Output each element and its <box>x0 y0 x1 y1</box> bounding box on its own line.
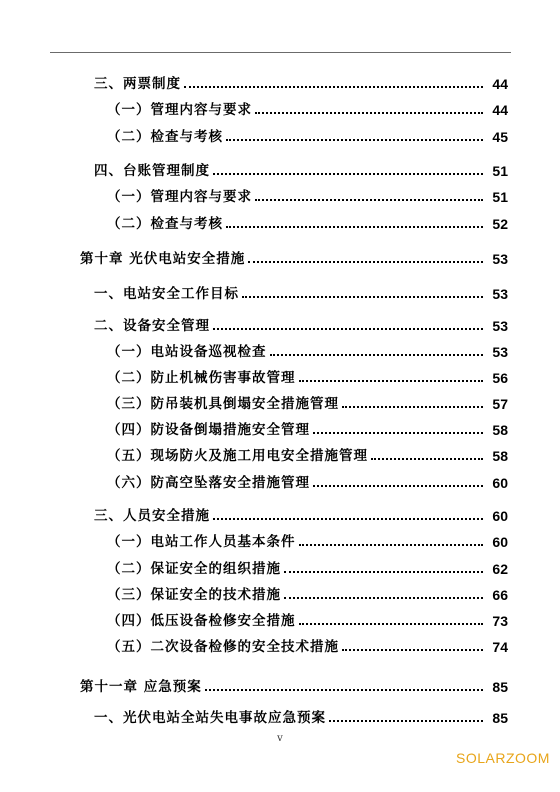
toc-leader <box>299 544 484 546</box>
watermark-logo: SOLARZOOM <box>456 750 550 766</box>
toc-leader <box>255 112 483 114</box>
toc-entry[interactable] <box>0 581 560 603</box>
toc-entry-page: 85 <box>492 679 508 695</box>
toc-entry[interactable] <box>0 210 560 232</box>
toc-entry-page: 53 <box>492 344 508 360</box>
toc-leader <box>226 226 483 228</box>
toc-entry-page: 73 <box>492 613 508 629</box>
header-rule <box>50 52 511 53</box>
toc-leader <box>213 328 483 330</box>
toc-leader <box>313 432 483 434</box>
toc-entry-page: 58 <box>492 422 508 438</box>
toc-entry-title: 第十一章 应急预案 <box>80 679 202 695</box>
toc-entry-title: （六）防高空坠落安全措施管理 <box>107 475 310 491</box>
toc-entry-title: （二）检查与考核 <box>107 216 223 232</box>
toc-leader <box>313 485 483 487</box>
toc-entry[interactable] <box>0 633 560 655</box>
toc-entry-title: （五）现场防火及施工用电安全措施管理 <box>107 448 368 464</box>
toc-entry-title: 三、人员安全措施 <box>94 508 210 524</box>
toc-entry[interactable] <box>0 555 560 577</box>
toc-leader <box>205 689 483 691</box>
toc-entry-page: 60 <box>492 475 508 491</box>
toc-entry[interactable] <box>0 416 560 438</box>
toc-leader <box>270 354 484 356</box>
toc-entry[interactable] <box>0 673 560 695</box>
toc-leader <box>342 406 483 408</box>
toc-entry[interactable] <box>0 280 560 302</box>
toc-leader <box>184 86 483 88</box>
toc-leader <box>371 458 483 460</box>
toc-entry-page: 74 <box>492 639 508 655</box>
toc-entry-page: 58 <box>492 448 508 464</box>
toc-entry-title: （一）电站工作人员基本条件 <box>107 534 296 550</box>
toc-entry-title: 二、设备安全管理 <box>94 318 210 334</box>
toc-entry-title: （二）检查与考核 <box>107 129 223 145</box>
toc-entry[interactable] <box>0 312 560 334</box>
toc-leader <box>226 139 483 141</box>
toc-entry-page: 60 <box>492 508 508 524</box>
toc-entry[interactable] <box>0 364 560 386</box>
toc-leader <box>284 597 483 599</box>
toc-entry-title: 三、两票制度 <box>94 76 181 92</box>
toc-entry[interactable] <box>0 245 560 267</box>
toc-leader <box>213 173 483 175</box>
toc-entry[interactable] <box>0 70 560 92</box>
toc-entry[interactable] <box>0 469 560 491</box>
toc-entry-title: （一）管理内容与要求 <box>107 102 252 118</box>
toc-entry-page: 57 <box>492 396 508 412</box>
toc-entry-title: 一、光伏电站全站失电事故应急预案 <box>94 710 326 726</box>
toc-entry-title: 四、台账管理制度 <box>94 163 210 179</box>
toc-entry-page: 53 <box>492 286 508 302</box>
toc-entry-page: 56 <box>492 370 508 386</box>
toc-entry-title: （二）防止机械伤害事故管理 <box>107 370 296 386</box>
toc-entry-page: 85 <box>492 710 508 726</box>
toc-entry-page: 51 <box>492 189 508 205</box>
toc-leader <box>284 571 483 573</box>
toc-entry-title: （四）防设备倒塌措施安全管理 <box>107 422 310 438</box>
toc-entry-page: 53 <box>492 318 508 334</box>
toc-leader <box>329 720 483 722</box>
toc-entry-title: （一）电站设备巡视检查 <box>107 344 267 360</box>
toc-entry[interactable] <box>0 96 560 118</box>
toc-entry-page: 52 <box>492 216 508 232</box>
toc-entry[interactable] <box>0 502 560 524</box>
toc-entry-title: （五）二次设备检修的安全技术措施 <box>107 639 339 655</box>
toc-entry[interactable] <box>0 338 560 360</box>
toc-entry-title: （三）防吊装机具倒塌安全措施管理 <box>107 396 339 412</box>
toc-entry-page: 45 <box>492 129 508 145</box>
toc-entry[interactable] <box>0 607 560 629</box>
toc-entry-title: 一、电站安全工作目标 <box>94 286 239 302</box>
toc-leader <box>299 380 484 382</box>
toc-entry[interactable] <box>0 123 560 145</box>
toc-leader <box>213 518 483 520</box>
toc-leader <box>255 199 483 201</box>
toc-leader <box>299 623 484 625</box>
toc-leader <box>242 296 483 298</box>
toc-entry[interactable] <box>0 442 560 464</box>
toc-entry-page: 51 <box>492 163 508 179</box>
toc-entry-page: 53 <box>492 251 508 267</box>
toc-entry[interactable] <box>0 183 560 205</box>
toc-leader <box>342 649 483 651</box>
toc-entry[interactable] <box>0 528 560 550</box>
toc-entry[interactable] <box>0 704 560 726</box>
toc-entry-page: 62 <box>492 561 508 577</box>
toc-entry-title: 第十章 光伏电站安全措施 <box>80 251 246 267</box>
toc-leader <box>248 261 483 263</box>
toc-entry-title: （二）保证安全的组织措施 <box>107 561 281 577</box>
toc-entry-page: 44 <box>492 102 508 118</box>
toc-entry-title: （四）低压设备检修安全措施 <box>107 613 296 629</box>
toc-entry-page: 44 <box>492 76 508 92</box>
toc-entry-title: （一）管理内容与要求 <box>107 189 252 205</box>
toc-entry-page: 60 <box>492 534 508 550</box>
toc-entry[interactable] <box>0 390 560 412</box>
toc-entry-page: 66 <box>492 587 508 603</box>
toc-entry[interactable] <box>0 157 560 179</box>
toc-entry-title: （三）保证安全的技术措施 <box>107 587 281 603</box>
page-number: v <box>277 733 283 744</box>
